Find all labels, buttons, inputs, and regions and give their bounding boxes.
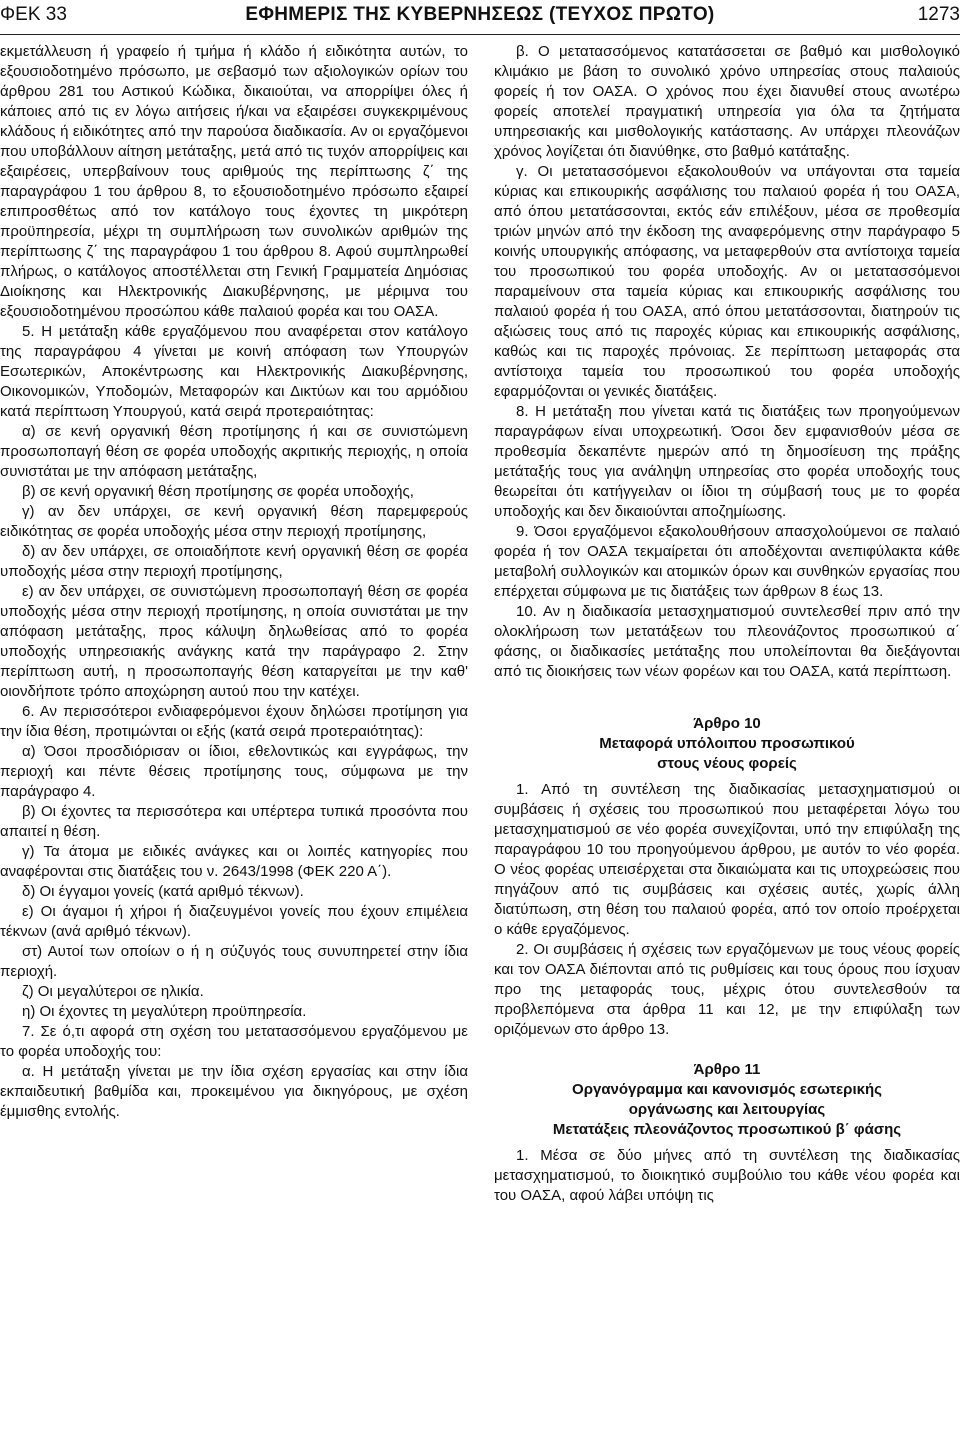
list-item: γ. Οι μετατασσόμενοι εξακολουθούν να υπάγονται στα ταμεία κύριας και επικουρικής ασφάλισης του παλαιού φορέα ή του ΟΑΣΑ, από όπου μετατάσσονται, εκτός εάν επιλέξουν, μέσα σε προθεσμία τριών μηνών από την έκδοση της αναφερόμενης στην παράγραφο 5 κοινής υπουργικής απόφασης, να μεταφερθούν στα αντίστοιχα ταμεία του προσωπικού του φορέα υποδοχής. Αν οι μετατασσόμενοι παραμείνουν στα ταμεία κύριας και επικουρικής ασφάλισης του παλαιού φορέα ή του ΟΑΣΑ, από όπου μετατάσσονται, διατηρούν τις αξιώσεις τους από τις παροχές κύριας και επικουρικής ασφάλισης, καθώς και τις παροχές πρόνοιας. Σε περίπτωση μεταφοράς στα αντίστοιχα ταμεία του προσωπικού του φορέα υποδοχής εφαρμόζονται οι γενικές διατάξεις. — [494, 163, 960, 400]
article-11-number: Άρθρο 11 — [693, 1061, 761, 1078]
list-item: γ) Τα άτομα με ειδικές ανάγκες και οι λοιπές κατηγορίες που αναφέρονται στις διατάξεις του ν. 2643/1998 (ΦΕΚ 220 Α΄). — [0, 843, 468, 880]
list-item: η) Οι έχοντες τη μεγαλύτερη προϋπηρεσία. — [22, 1003, 307, 1020]
list-item: α) σε κενή οργανική θέση προτίμησης ή και σε συνιστώμενη προσωποπαγή θέση σε φορέα υποδοχής ακριτικής περιοχής, η οποία συνιστάται με την απόφαση μετάταξης, — [0, 423, 468, 480]
list-item: α) Όσοι προσδιόρισαν οι ίδιοι, εθελοντικώς και εγγράφως, την περιοχή και πέντε θέσεις προτίμησης τους, σύμφωνα με την παράγραφο 4. — [0, 743, 468, 800]
list-item: β. Ο μετατασσόμενος κατατάσσεται σε βαθμό και μισθολογικό κλιμάκιο με βάση το συνολικό χρόνο υπηρεσίας στους παλαιούς φορείς ή τον ΟΑΣΑ. Ο χρόνος που έχει διανυθεί στους ανωτέρω φορείς αποτελεί πραγματική υπηρεσία για όλα τα ζητήματα υπηρεσιακής και μισθολογικής κατάστασης. Αν υπάρχει πλεονάζων χρόνος λογίζεται ότι διανύθηκε, στο βαθμό κατάταξης. — [494, 43, 960, 160]
paragraph: 10. Αν η διαδικασία μετασχηματισμού συντελεσθεί πριν από την ολοκλήρωση των μετατάξεων του πλεονάζοντος προσωπικού α΄ φάσης, οι διαδικασίες μετάταξης που υπολείπονται θα διεξάγονται από τις διοικήσεις των νέων φορέων και του ΟΑΣΑ, κατά περίπτωση. — [494, 603, 960, 680]
article-11-title: οργάνωσης και λειτουργίας — [628, 1101, 826, 1118]
left-column — [0, 42, 468, 1122]
paragraph: 8. Η μετάταξη που γίνεται κατά τις διατάξεις των προηγούμενων παραγράφων είναι υποχρεωτική. Όσοι δεν εμφανισθούν μέσα σε προθεσμία δεκαπέντε ημερών από τη δημοσίευση της πράξης μετάταξής τους για ανάληψη υπηρεσίας στο φορέα υποδοχής τους θεωρείται ότι κατήγγειλαν οι ίδιοι τη σύμβασή τους με το φορέα υποδοχής και δεν δικαιούνται αποζημίωσης. — [494, 403, 960, 520]
list-item: ζ) Οι μεγαλύτεροι σε ηλικία. — [22, 983, 204, 1000]
list-item: ε) αν δεν υπάρχει, σε συνιστώμενη προσωποπαγή θέση σε φορέα υποδοχής μέσα στην περιοχή προτίμησης, η οποία συνιστάται με την απόφαση μετάταξης, προς κάλυψη δηλωθείσας από το φορέα υποδοχής υπηρεσιακής ανάγκης κατά την παράγραφο 2. Στην περίπτωση αυτή, η προσωποπαγής θέση καταργείται με την καθ' οιονδήποτε τρόπο αποχώρηση αυτού που την κατέχει. — [0, 583, 468, 700]
paragraph: εκμετάλλευση ή γραφείο ή τμήμα ή κλάδο ή ειδικότητα αυτών, το εξουσιοδοτημένο πρόσωπο, με σεβασμό των αξιολογικών ορίων του άρθρου 281 του Αστικού Κώδικα, δικαιούται, να απορρίψει όλες ή κάποιες από τις εν λόγω αιτήσεις ή/και να εξαιρέσει συγκεκριμένους κλάδους ή ειδικότητες από την παρούσα διαδικασία. Αν οι εργαζόμενοι που υποβάλλουν αίτηση μετάταξης, μετά από τις τυχόν απορρίψεις και εξαιρέσεις, υπερβαίνουν τους αριθμούς της περίπτωσης ζ΄ της παραγράφου 1 του άρθρου 8, το εξουσιοδοτημένο πρόσωπο εξαιρεί επιπροσθέτως από τον κατάλογο τους έχοντες τη μικρότερη προϋπηρεσία, μέχρι τη συμπλήρωση των συνολικών αριθμών της περίπτωσης ζ΄ της παραγράφου 1 του άρθρου 8. Αφού συμπληρωθεί πλήρως, ο κατάλογος αποστέλλεται στη Γενική Γραμματεία Δημόσιας Διοίκησης και Ηλεκτρονικής Διακυβέρνησης, με μέριμνα του εξουσιοδοτημένου προσώπου κάθε παλαιού φορέα και του ΟΑΣΑ. — [0, 43, 468, 320]
list-item: β) σε κενή οργανική θέση προτίμησης σε φορέα υποδοχής, — [22, 483, 414, 500]
paragraph: 1. Μέσα σε δύο μήνες από τη συντέλεση της διαδικασίας μετασχηματισμού, το διοικητικό συμβούλιο του κάθε νέου φορέα και του ΟΑΣΑ, αφού λάβει υπόψη τις — [494, 1147, 960, 1204]
page-number: 1273 — [917, 4, 960, 25]
paragraph: 6. Αν περισσότεροι ενδιαφερόμενοι έχουν δηλώσει προτίμηση για την ίδια θέση, προτιμώνται οι εξής (κατά σειρά προτεραιότητας): — [0, 703, 468, 740]
list-item: δ) αν δεν υπάρχει, σε οποιαδήποτε κενή οργανική θέση σε φορέα υποδοχής μέσα στην περιοχή προτίμησης, — [0, 543, 468, 580]
right-column — [494, 42, 960, 1206]
paragraph: 1. Από τη συντέλεση της διαδικασίας μετασχηματισμού οι συμβάσεις ή σχέσεις του προσωπικού που μεταφέρεται λόγω του μετασχηματισμού σε νέο φορέα συνεχίζονται, υπό την επιφύλαξη της παραγράφου 10 του προηγούμενου άρθρου, με αυτόν το νέο φορέα. Ο νέος φορέας υπεισέρχεται στα δικαιώματα και τις υποχρεώσεις που πηγάζουν από τις συμβάσεις και σχέσεις αυτές, χωρίς άλλη διατύπωση, στη θέση του παλαιού φορέα, από τον οποίο προέρχεται ο κάθε εργαζόμενος. — [494, 781, 960, 938]
paragraph: 9. Όσοι εργαζόμενοι εξακολουθήσουν απασχολούμενοι σε παλαιό φορέα ή τον ΟΑΣΑ τεκμαίρεται ότι αποδέχονται ανεπιφύλακτα κάθε μεταβολή συλλογικών και ατομικών όρων και συνθηκών εργασίας που επέρχεται σύμφωνα με τις διατάξεις των άρθρων 8 έως 13. — [494, 523, 960, 600]
list-item: γ) αν δεν υπάρχει, σε κενή οργανική θέση παρεμφερούς ειδικότητας σε φορέα υποδοχής μέσα στην περιοχή προτίμησης, — [0, 503, 468, 540]
article-10-title: Μεταφορά υπόλοιπου προσωπικού — [599, 735, 855, 752]
article-10-title: στους νέους φορείς — [657, 755, 797, 772]
article-10-number: Άρθρο 10 — [693, 715, 761, 732]
article-11-subtitle: Μετατάξεις πλεονάζοντος προσωπικού β΄ φάσης — [552, 1121, 902, 1138]
list-item: στ) Αυτοί των οποίων ο ή η σύζυγός τους συνυπηρετεί στην ίδια περιοχή. — [0, 943, 468, 980]
article-11-title: Οργανόγραμμα και κανονισμός εσωτερικής — [572, 1081, 882, 1098]
paragraph: 5. Η μετάταξη κάθε εργαζόμενου που αναφέρεται στον κατάλογο της παραγράφου 4 γίνεται με κοινή απόφαση των Υπουργών Εσωτερικών, Αποκέντρωσης και Ηλεκτρονικής Διακυβέρνησης, Οικονομικών, Υποδομών, Μεταφορών και Δικτύων και του αρμόδιου κατά περίπτωση Υπουργού, κατά σειρά προτεραιότητας: — [0, 323, 468, 420]
list-item: ε) Οι άγαμοι ή χήροι ή διαζευγμένοι γονείς που έχουν επιμέλεια τέκνων (ανά αριθμό τέκνων). — [0, 903, 468, 940]
page-header — [0, 0, 960, 35]
paragraph: 2. Οι συμβάσεις ή σχέσεις των εργαζόμενων με τους νέους φορείς και τον ΟΑΣΑ διέπονται από τις ρυθμίσεις και τους όρους που ίσχυαν προ της μεταφοράς τους, μέχρις ότου συντελεσθούν τα προβλεπόμενα στα άρθρα 11 και 12, με την επιφύλαξη των οριζόμενων στο άρθρο 13. — [494, 941, 960, 1038]
list-item: δ) Οι έγγαμοι γονείς (κατά αριθμό τέκνων). — [22, 883, 304, 900]
paragraph: 7. Σε ό,τι αφορά στη σχέση του μετατασσόμενου εργαζόμενου με το φορέα υποδοχής του: — [0, 1023, 468, 1060]
issue-number: ΦΕΚ 33 — [0, 4, 67, 25]
list-item: α. Η μετάταξη γίνεται με την ίδια σχέση εργασίας και στην ίδια εκπαιδευτική βαθμίδα και, προκειμένου για δικηγόρους, με σχέση έμμισθης εντολής. — [0, 1063, 468, 1120]
gazette-title: ΕΦΗΜΕΡΙΣ ΤΗΣ ΚΥΒΕΡΝΗΣΕΩΣ (ΤΕΥΧΟΣ ΠΡΩΤΟ) — [245, 4, 715, 25]
list-item: β) Οι έχοντες τα περισσότερα και υπέρτερα τυπικά προσόντα που απαιτεί η θέση. — [0, 803, 468, 840]
